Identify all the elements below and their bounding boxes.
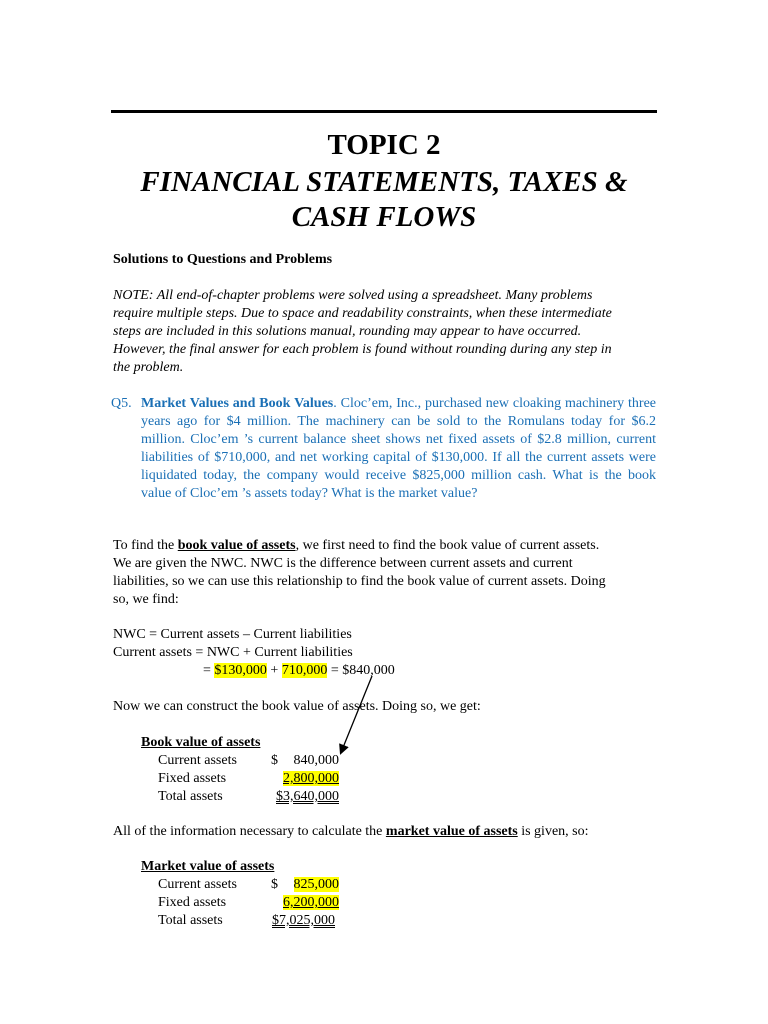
equation-prefix: = bbox=[203, 663, 215, 678]
note-line: require multiple steps. Due to space and readability constraints, when these intermediate bbox=[113, 306, 612, 321]
market-row-amount bbox=[249, 876, 339, 894]
topic-title: TOPIC 2 bbox=[327, 129, 441, 161]
intro-line: We are given the NWC. NWC is the difference between current assets and current bbox=[113, 556, 573, 571]
topic-subtitle-line1: FINANCIAL STATEMENTS, TAXES & bbox=[140, 166, 628, 198]
market-intro-pre: All of the information necessary to calculate the bbox=[113, 824, 386, 839]
market-table-heading: Market value of assets bbox=[141, 859, 275, 874]
note-line: However, the final answer for each problem is found without rounding during any step in bbox=[113, 342, 612, 357]
book-row-label: Current assets bbox=[158, 753, 237, 768]
book-row-amount: 840,000 bbox=[293, 753, 339, 768]
arrow-line bbox=[342, 676, 372, 750]
note-line: NOTE: All end-of-chapter problems were solved using a spreadsheet. Many problems bbox=[113, 288, 593, 303]
market-fixed-assets-value: 6,200,000 bbox=[283, 895, 339, 910]
intro-line: , we first need to find the book value of current assets. bbox=[295, 538, 600, 553]
solutions-heading: Solutions to Questions and Problems bbox=[113, 252, 333, 267]
equation-nwc: NWC = Current assets – Current liabilities bbox=[113, 627, 352, 642]
equation-current-assets: Current assets = NWC + Current liabilities bbox=[113, 645, 353, 660]
book-row-amount bbox=[249, 770, 339, 788]
question-title: Market Values and Book Values bbox=[141, 396, 334, 411]
book-row-label: Fixed assets bbox=[158, 771, 227, 786]
question-body: . Cloc’em, Inc., purchased new cloaking machinery three years ago for $4 million. The machinery can be sold to the Romulans today for $6.2 million. Cloc’em ’s current balance sheet shows net fixed assets of $2.8 million, current liabilities of $710,000, and net working capital of $130,000. If all the current assets were liquidated today, the company would receive $825,000 million cash. What is the book value of Cloc’em ’s assets today? What is the market value? bbox=[141, 396, 656, 501]
intro-line: liabilities, so we can use this relationship to find the book value of current assets. Doing bbox=[113, 574, 606, 589]
market-intro-post: is given, so: bbox=[517, 824, 589, 839]
equation-result: = $840,000 bbox=[327, 663, 395, 678]
intro-line: so, we find: bbox=[113, 592, 179, 607]
market-value-term: market value of assets bbox=[385, 824, 518, 839]
book-row-currency: $ bbox=[271, 753, 278, 768]
book-row-label: Total assets bbox=[158, 789, 223, 804]
question-number: Q5. bbox=[111, 396, 132, 411]
book-total-assets-value: $3,640,000 bbox=[276, 789, 339, 804]
note-line: steps are included in this solutions manual, rounding may appear to have occurred. bbox=[113, 324, 582, 339]
market-current-assets-value: 825,000 bbox=[293, 877, 339, 892]
book-row-amount bbox=[249, 788, 339, 806]
note-line: the problem. bbox=[113, 360, 184, 375]
highlight-liabilities-value: 710,000 bbox=[281, 663, 328, 678]
equation-operator: + bbox=[266, 663, 282, 678]
market-row-amount bbox=[245, 912, 335, 930]
market-total-assets-value: $7,025,000 bbox=[272, 913, 335, 928]
market-row-label: Total assets bbox=[158, 913, 223, 928]
book-table-heading: Book value of assets bbox=[141, 735, 261, 750]
market-row-label: Current assets bbox=[158, 877, 237, 892]
market-value-intro bbox=[113, 823, 658, 841]
intro-pre: To find the bbox=[113, 538, 178, 553]
highlight-nwc-value: $130,000 bbox=[214, 663, 267, 678]
market-row-label: Fixed assets bbox=[158, 895, 227, 910]
book-fixed-assets-value: 2,800,000 bbox=[283, 771, 339, 786]
market-row-amount bbox=[249, 894, 339, 912]
market-row-currency: $ bbox=[271, 877, 278, 892]
book-value-term: book value of assets bbox=[177, 538, 296, 553]
book-value-lead: Now we can construct the book value of assets. Doing so, we get: bbox=[113, 699, 481, 714]
topic-subtitle-line2: CASH FLOWS bbox=[291, 201, 477, 233]
